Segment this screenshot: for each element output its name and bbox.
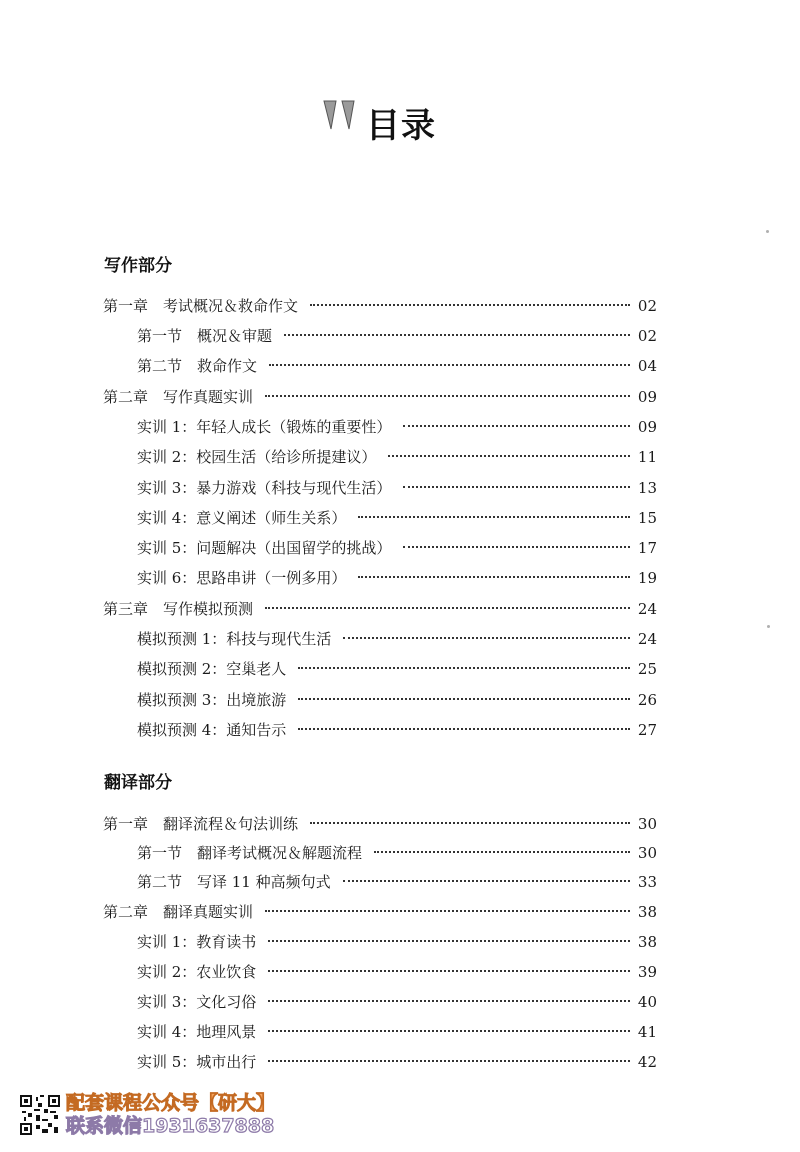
toc-entry-page: 17 bbox=[637, 539, 657, 557]
toc-entry[interactable] bbox=[137, 416, 657, 438]
page-title-group bbox=[322, 92, 436, 152]
toc-entry-page: 11 bbox=[637, 448, 657, 466]
toc-entry-page: 13 bbox=[637, 479, 657, 497]
scan-speck bbox=[767, 625, 770, 628]
toc-entry-label: 实训 4：意义阐述（师生关系） bbox=[137, 509, 347, 527]
toc-entry-page: 41 bbox=[637, 1023, 657, 1041]
toc-entry[interactable] bbox=[103, 901, 657, 923]
toc-entry-label: 第一节 概况＆审题 bbox=[137, 327, 273, 345]
toc-entry[interactable] bbox=[137, 325, 657, 347]
page-title: 目录 bbox=[366, 105, 436, 146]
quote-mark-icon bbox=[322, 99, 360, 131]
toc-entry-label: 第二章 翻译真题实训 bbox=[103, 903, 254, 921]
toc-entry-label: 第二节 救命作文 bbox=[137, 357, 258, 375]
toc-entry[interactable] bbox=[137, 719, 657, 741]
toc-entry-page: 04 bbox=[637, 357, 657, 375]
dot-leader bbox=[284, 334, 630, 336]
toc-entry[interactable] bbox=[103, 295, 657, 317]
toc-entry[interactable] bbox=[103, 598, 657, 620]
toc-entry-label: 第二章 写作真题实训 bbox=[103, 388, 254, 406]
toc-entry-label: 模拟预测 1：科技与现代生活 bbox=[137, 630, 332, 648]
toc-entry-page: 26 bbox=[637, 691, 657, 709]
toc-entry[interactable] bbox=[137, 931, 657, 953]
toc-entry[interactable] bbox=[137, 1051, 657, 1073]
toc-entry-label: 第一章 考试概况＆救命作文 bbox=[103, 297, 299, 315]
toc-entry-label: 实训 3：文化习俗 bbox=[137, 993, 257, 1011]
toc-entry-page: 24 bbox=[637, 600, 657, 618]
toc-entry[interactable] bbox=[137, 446, 657, 468]
dot-leader bbox=[265, 395, 630, 397]
toc-entry[interactable] bbox=[137, 871, 657, 893]
toc-entry[interactable] bbox=[137, 689, 657, 711]
toc-entry-page: 40 bbox=[637, 993, 657, 1011]
toc-entry-page: 09 bbox=[637, 388, 657, 406]
toc-entry[interactable] bbox=[137, 477, 657, 499]
footer-watermark bbox=[20, 1092, 275, 1138]
dot-leader bbox=[403, 425, 630, 427]
dot-leader bbox=[268, 940, 630, 942]
toc-entry-page: 25 bbox=[637, 660, 657, 678]
toc-entry[interactable] bbox=[137, 507, 657, 529]
toc-entry[interactable] bbox=[137, 355, 657, 377]
scan-speck bbox=[766, 230, 769, 233]
toc-entry-label: 实训 6：思路串讲（一例多用） bbox=[137, 569, 347, 587]
toc-entry-page: 24 bbox=[637, 630, 657, 648]
toc-entry[interactable] bbox=[137, 842, 657, 864]
footer-line-1: 配套课程公众号【研大】 bbox=[66, 1092, 276, 1114]
dot-leader bbox=[343, 880, 630, 882]
toc-entry-label: 第一章 翻译流程＆句法训练 bbox=[103, 815, 299, 833]
toc-entry[interactable] bbox=[103, 386, 657, 408]
dot-leader bbox=[269, 364, 630, 366]
section-heading-writing: 写作部分 bbox=[104, 256, 172, 276]
toc-entry-page: 19 bbox=[637, 569, 657, 587]
dot-leader bbox=[374, 851, 630, 853]
dot-leader bbox=[298, 728, 630, 730]
toc-entry-page: 15 bbox=[637, 509, 657, 527]
toc-entry-label: 第一节 翻译考试概况＆解题流程 bbox=[137, 844, 363, 862]
dot-leader bbox=[268, 1030, 630, 1032]
toc-entry-page: 33 bbox=[637, 873, 657, 891]
toc-entry-page: 38 bbox=[637, 933, 657, 951]
toc-entry[interactable] bbox=[137, 628, 657, 650]
toc-entry-page: 09 bbox=[637, 418, 657, 436]
dot-leader bbox=[265, 910, 630, 912]
toc-entry-page: 42 bbox=[637, 1053, 657, 1071]
toc-entry-label: 实训 2：农业饮食 bbox=[137, 963, 257, 981]
toc-entry-label: 模拟预测 2：空巢老人 bbox=[137, 660, 287, 678]
toc-entry[interactable] bbox=[137, 567, 657, 589]
toc-entry-label: 实训 3：暴力游戏（科技与现代生活） bbox=[137, 479, 392, 497]
toc-entry[interactable] bbox=[103, 813, 657, 835]
toc-entry-page: 30 bbox=[637, 844, 657, 862]
toc-entry[interactable] bbox=[137, 991, 657, 1013]
toc-entry[interactable] bbox=[137, 658, 657, 680]
dot-leader bbox=[310, 822, 630, 824]
toc-entry-label: 实训 1：教育读书 bbox=[137, 933, 257, 951]
dot-leader bbox=[268, 1000, 630, 1002]
footer-line-2: 联系微信1931637888 bbox=[66, 1115, 275, 1137]
toc-entry-label: 实训 5：问题解决（出国留学的挑战） bbox=[137, 539, 392, 557]
toc-entry-page: 02 bbox=[637, 327, 657, 345]
toc-entry-label: 第二节 写译 11 种高频句式 bbox=[137, 873, 331, 891]
footer-text bbox=[66, 1092, 275, 1138]
dot-leader bbox=[358, 516, 630, 518]
toc-entry[interactable] bbox=[137, 1021, 657, 1043]
dot-leader bbox=[403, 546, 630, 548]
toc-entry-label: 实训 1：年轻人成长（锻炼的重要性） bbox=[137, 418, 392, 436]
toc-entry-page: 27 bbox=[637, 721, 657, 739]
toc-entry-page: 30 bbox=[637, 815, 657, 833]
qr-code-icon bbox=[20, 1095, 60, 1135]
dot-leader bbox=[298, 667, 630, 669]
dot-leader bbox=[388, 455, 630, 457]
toc-entry-page: 38 bbox=[637, 903, 657, 921]
dot-leader bbox=[268, 1060, 630, 1062]
toc-entry[interactable] bbox=[137, 961, 657, 983]
toc-entry[interactable] bbox=[137, 537, 657, 559]
dot-leader bbox=[265, 607, 630, 609]
dot-leader bbox=[403, 486, 630, 488]
toc-entry-label: 第三章 写作模拟预测 bbox=[103, 600, 254, 618]
toc-entry-label: 实训 2：校园生活（给诊所提建议） bbox=[137, 448, 377, 466]
toc-entry-label: 模拟预测 4：通知告示 bbox=[137, 721, 287, 739]
dot-leader bbox=[343, 637, 630, 639]
toc-entry-label: 实训 5：城市出行 bbox=[137, 1053, 257, 1071]
section-heading-translation: 翻译部分 bbox=[104, 773, 172, 793]
toc-entry-label: 模拟预测 3：出境旅游 bbox=[137, 691, 287, 709]
toc-entry-label: 实训 4：地理风景 bbox=[137, 1023, 257, 1041]
dot-leader bbox=[310, 304, 630, 306]
toc-entry-page: 39 bbox=[637, 963, 657, 981]
dot-leader bbox=[298, 698, 630, 700]
toc-entry-page: 02 bbox=[637, 297, 657, 315]
dot-leader bbox=[358, 576, 630, 578]
dot-leader bbox=[268, 970, 630, 972]
